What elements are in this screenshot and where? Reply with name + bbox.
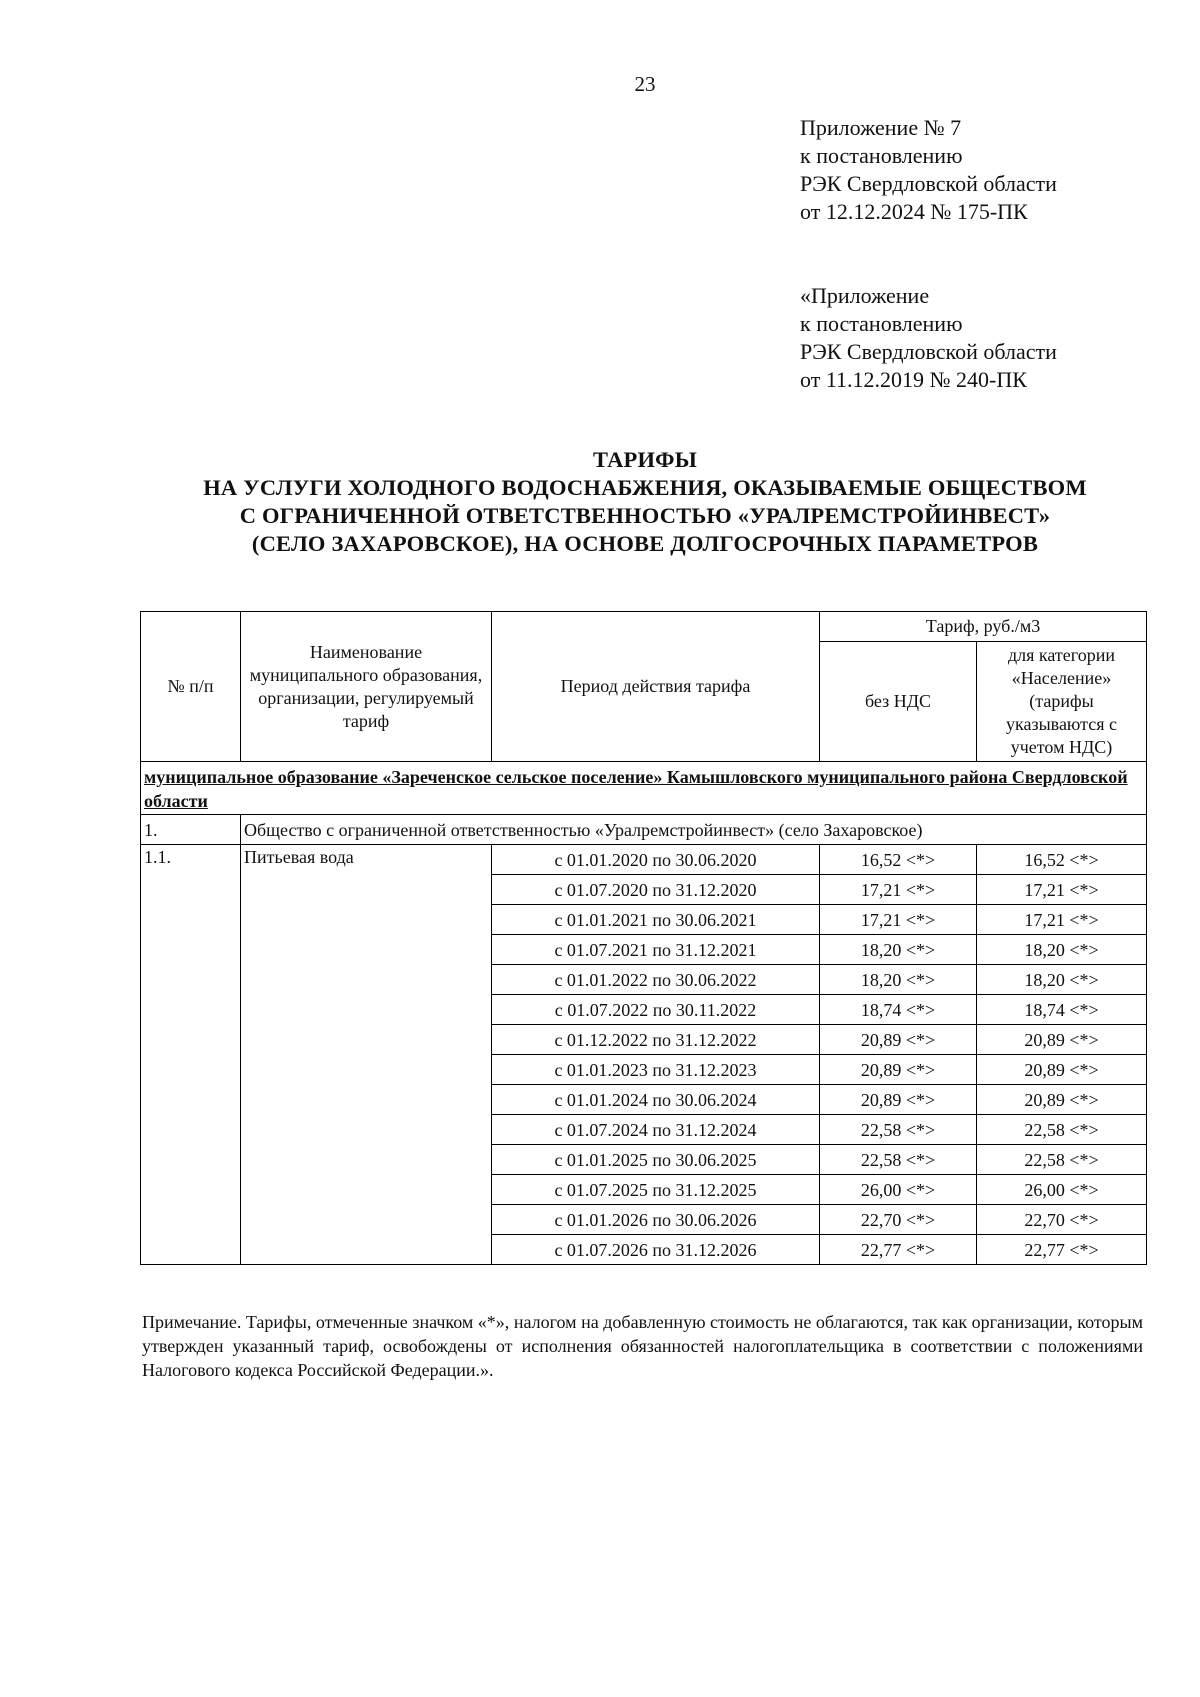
title-line: (СЕЛО ЗАХАРОВСКОЕ), НА ОСНОВЕ ДОЛГОСРОЧНЫХ ПАРАМЕТРОВ [251, 531, 1039, 556]
tariff-no-vat: 22,58 <*> [820, 1145, 977, 1175]
tariff-no-vat: 20,89 <*> [820, 1025, 977, 1055]
tariff-no-vat: 22,77 <*> [820, 1235, 977, 1265]
tariff-period: с 01.07.2025 по 31.12.2025 [492, 1175, 820, 1205]
tariff-period: с 01.07.2022 по 30.11.2022 [492, 995, 820, 1025]
tariff-table [140, 611, 1147, 1265]
header-row [141, 612, 1147, 642]
tariff-row [141, 845, 1147, 875]
appendix-line: «Приложение [800, 283, 930, 308]
tariff-no-vat: 26,00 <*> [820, 1175, 977, 1205]
title-line: НА УСЛУГИ ХОЛОДНОГО ВОДОСНАБЖЕНИЯ, ОКАЗЫВАЕМЫЕ ОБЩЕСТВОМ [203, 475, 1087, 500]
header-population: для категории «Население» (тарифы указываются с учетом НДС) [977, 642, 1147, 762]
municipality-name: муниципальное образование «Зареченское сельское поселение» Камышловского муниципального района Свердловской области [141, 762, 1147, 815]
org-name: Общество с ограниченной ответственностью «Уралремстройинвест» (село Захаровское) [241, 815, 1147, 845]
tariff-population: 16,52 <*> [977, 845, 1147, 875]
tariff-period: с 01.07.2026 по 31.12.2026 [492, 1235, 820, 1265]
tariff-population: 20,89 <*> [977, 1025, 1147, 1055]
note: Примечание. Тарифы, отмеченные значком «*», налогом на добавленную стоимость не облагаются, так как организации, которым утвержден указанный тариф, освобождены от исполнения обязанностей налогоплательщика в соответствии с положениями Налогового кодекса Российской Федерации.». [142, 1312, 1143, 1380]
header-tariff: Тариф, руб./м3 [820, 612, 1147, 642]
tariff-no-vat: 22,70 <*> [820, 1205, 977, 1235]
municipality-row [141, 762, 1147, 815]
tariff-no-vat: 16,52 <*> [820, 845, 977, 875]
document-title [140, 446, 1150, 558]
tariff-no-vat: 18,20 <*> [820, 935, 977, 965]
tariff-no-vat: 17,21 <*> [820, 875, 977, 905]
appendix-line: к постановлению [800, 143, 963, 168]
tariff-no-vat: 18,74 <*> [820, 995, 977, 1025]
organization-row [141, 815, 1147, 845]
tariff-population: 22,58 <*> [977, 1145, 1147, 1175]
tariff-period: с 01.01.2024 по 30.06.2024 [492, 1085, 820, 1115]
tariff-period: с 01.07.2021 по 31.12.2021 [492, 935, 820, 965]
header-period: Период действия тарифа [492, 612, 820, 762]
appendix-line: от 11.12.2019 № 240-ПК [800, 367, 1027, 392]
tariff-period: с 01.01.2026 по 30.06.2026 [492, 1205, 820, 1235]
appendix-reference-current [800, 114, 1057, 226]
org-num: 1. [141, 815, 241, 845]
tariff-no-vat: 22,58 <*> [820, 1115, 977, 1145]
tariff-no-vat: 20,89 <*> [820, 1055, 977, 1085]
tariff-population: 22,58 <*> [977, 1115, 1147, 1145]
header-no-vat: без НДС [820, 642, 977, 762]
appendix-line: РЭК Свердловской области [800, 339, 1057, 364]
appendix-line: РЭК Свердловской области [800, 171, 1057, 196]
tariff-population: 20,89 <*> [977, 1085, 1147, 1115]
tariff-population: 22,70 <*> [977, 1205, 1147, 1235]
tariff-period: с 01.01.2020 по 30.06.2020 [492, 845, 820, 875]
service-num: 1.1. [141, 845, 241, 1265]
tariff-population: 17,21 <*> [977, 875, 1147, 905]
appendix-line: Приложение № 7 [800, 115, 962, 140]
tariff-no-vat: 20,89 <*> [820, 1085, 977, 1115]
service-name: Питьевая вода [241, 845, 492, 1265]
appendix-reference-original [800, 282, 1057, 394]
tariff-period: с 01.07.2020 по 31.12.2020 [492, 875, 820, 905]
tariff-population: 20,89 <*> [977, 1055, 1147, 1085]
tariff-period: с 01.01.2025 по 30.06.2025 [492, 1145, 820, 1175]
tariff-period: с 01.01.2021 по 30.06.2021 [492, 905, 820, 935]
tariff-period: с 01.01.2022 по 30.06.2022 [492, 965, 820, 995]
title-line: С ОГРАНИЧЕННОЙ ОТВЕТСТВЕННОСТЬЮ «УРАЛРЕМСТРОЙИНВЕСТ» [239, 503, 1051, 528]
page-number: 23 [634, 72, 656, 96]
tariff-population: 17,21 <*> [977, 905, 1147, 935]
tariff-period: с 01.01.2023 по 31.12.2023 [492, 1055, 820, 1085]
tariff-population: 26,00 <*> [977, 1175, 1147, 1205]
tariff-period: с 01.07.2024 по 31.12.2024 [492, 1115, 820, 1145]
title-line: ТАРИФЫ [593, 447, 697, 472]
tariff-population: 18,20 <*> [977, 965, 1147, 995]
appendix-line: от 12.12.2024 № 175-ПК [800, 199, 1028, 224]
tariff-no-vat: 18,20 <*> [820, 965, 977, 995]
appendix-line: к постановлению [800, 311, 963, 336]
tariff-population: 18,74 <*> [977, 995, 1147, 1025]
tariff-population: 18,20 <*> [977, 935, 1147, 965]
header-num: № п/п [141, 612, 241, 762]
tariff-period: с 01.12.2022 по 31.12.2022 [492, 1025, 820, 1055]
header-name: Наименование муниципального образования, организации, регулируемый тариф [241, 612, 492, 762]
tariff-population: 22,77 <*> [977, 1235, 1147, 1265]
tariff-no-vat: 17,21 <*> [820, 905, 977, 935]
